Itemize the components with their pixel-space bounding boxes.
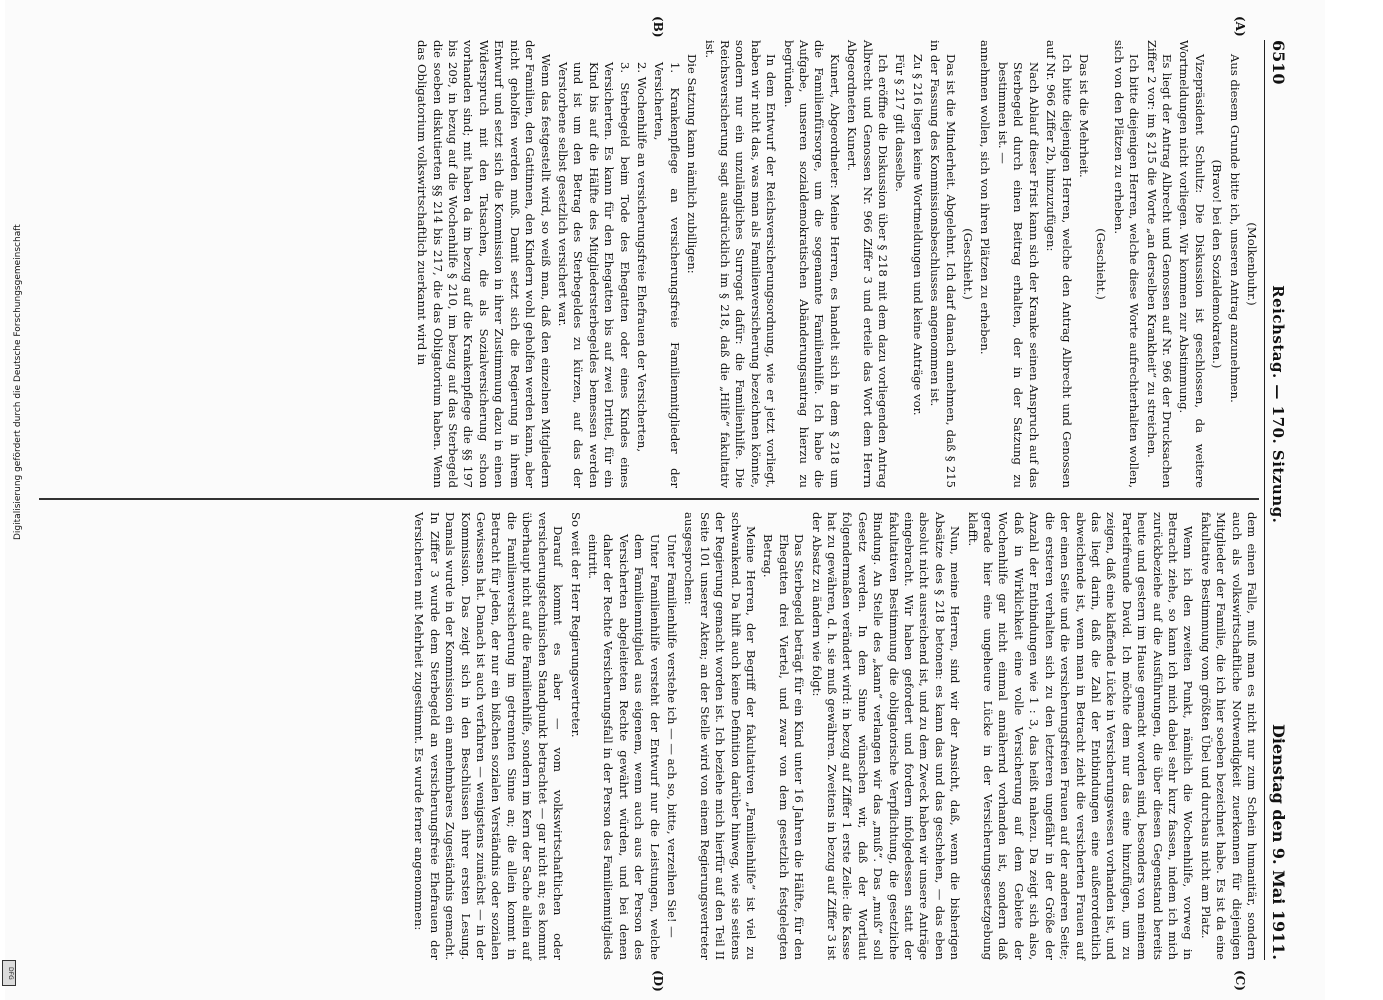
paragraph: Ich eröffne die Diskussion über § 218 mit dem dazu vorliegenden Antrag Albrecht und Genossen Nr. 966 Ziffer 3 und erteile das Wort dem Herrn Abgeordneten Kunert.	[845, 40, 891, 488]
paragraph: In dem Entwurf der Reichsversicherungsordnung, wie er jetzt vorliegt, haben wir nicht das, was man als Familienversicherung bezeichnen könnte, sondern nur ein unzulängliches Surrogat dafür: die Familienhilfe. Die Reichsversicherung sagt ausdrücklich im § 218, daß die „Hilfe“ fakultativ ist.	[702, 40, 779, 488]
paragraph: Für § 217 gilt dasselbe.	[893, 54, 908, 192]
left-column	[39, 40, 1259, 488]
quoted-paragraph: Das Sterbegeld beträgt für ein Kind unter 16 Jahren die Hälfte, für den Ehegatten drei Viertel, und zwar von dem gesetzlich festgelegten Betrag.	[761, 534, 807, 960]
paragraph: (Geschieht.)	[961, 228, 976, 300]
page-number: 6510	[1269, 40, 1288, 85]
margin-marker-d: (D)	[651, 970, 665, 992]
page-header	[1264, 40, 1303, 960]
paragraph: Darauf kommt es aber — vom volkswirtschaftlichen oder versicherungstechnischen Standpunkt betrachtet — gar nicht an; es kommt überhaupt nicht auf die Familienhilfe, sondern im Kern der Sache allein auf die Familienversicherung im getrennten Sinne an; die allein kommt in Betracht für jeden, der nur ein bißchen sozialen Verständnis oder sozialen Gewissens hat. Danach ist auch verfahren — wenigstens zunächst — in der Kommission. Das zeigt sich in den Beschlüssen ihrer ersten Lesung. Damals wurde in der Kommission ein annehmbares Zugeständnis gemacht. In Ziffer 3 wurde dem Sterbegeld an versicherungsfreie Ehefrauen der Versicherten mit Mehrheit zugestimmt. Es wurde ferner angenommen:	[412, 512, 566, 960]
paragraph: So weit der Herr Regierungsvertreter.	[568, 512, 583, 738]
list-item: 2. Wochenhilfe an versicherungsfreie Ehefrauen der Versicherten,	[634, 62, 649, 453]
paragraph: Meine Herren, der Begriff der fakultativen „Familienhilfe“ ist viel zu schwankend. Da hilft auch keine Definition darüber hinweg, wie sie seitens der Regierung gemacht worden ist. Ich beziehe mich hierfür auf den Teil II Seite 101 unserer Akten; an der Stelle wird von einem Regierungsvertreter ausgesprochen:	[682, 512, 758, 960]
session-title: Reichstag. — 170. Sitzung.	[1269, 285, 1287, 524]
paragraph: Ich bitte diejenigen Herren, welche diese Worte aufrechterhalten wollen, sich von den Plätzen zu erheben.	[1111, 40, 1142, 488]
margin-marker-a: (A)	[1233, 16, 1247, 37]
column-divider	[39, 498, 1259, 500]
quoted-paragraph: Unter Familienhilfe verstehe ich — — ach so, bitte, verzeihen Sie! —	[664, 534, 679, 938]
margin-marker-c: (C)	[1233, 970, 1247, 991]
paragraph: (Molkenbuhr.)	[1245, 222, 1259, 306]
margin-marker-b: (B)	[651, 16, 665, 38]
document-page	[5, 0, 1325, 1000]
quoted-paragraph: Nach Ablauf dieser Frist kann sich der Kranke seinen Anspruch auf das Sterbegeld durch einen Beitrag erhalten, der in der Satzung zu bestimmen ist. —	[995, 62, 1041, 488]
paragraph: Aus diesem Grunde bitte ich, unseren Antrag anzunehmen.	[1227, 54, 1242, 403]
funding-note: Digitalisierung gefördert durch die Deutsche Forschungsgemeinschaft	[13, 224, 23, 540]
quoted-paragraph: Unter Familienhilfe versteht der Entwurf nur die Leistungen, welche dem Familienmitglied aus eigenem, wenn auch aus der Person des Versicherten abgeleiteten Rechte gewährt würden, und bei denen daher der Rechte Versicherungsfall in der Person des Familienmitglieds eintritt.	[585, 534, 662, 960]
paragraph: Die Satzung kann nämlich zubilligen:	[685, 54, 700, 274]
paragraph: (Geschieht.)	[1094, 228, 1109, 300]
paragraph: Das ist die Minderheit. Abgelehnt. Ich darf danach annehmen, daß § 215 in der Fassung des Kommissionsbeschlusses angenommen ist.	[928, 40, 958, 488]
paragraph: annehmen wollen, sich von ihren Plätzen zu erheben.	[978, 40, 993, 355]
paragraph: Das ist die Mehrheit.	[1076, 54, 1091, 178]
paragraph: Kunert, Abgeordneter: Meine Herren, es handelt sich in dem § 218 um die Familienfürsorge, um die sogenannte Familienhilfe. Ich habe die Aufgabe, unseren sozialdemokratischen Abänderungsantrag hierzu zu begründen.	[781, 40, 842, 488]
list-item: 3. Sterbegeld beim Tode des Ehegatten oder eines Kindes eines Versicherten. Es kann für den Ehegatten bis auf zwei Drittel, für ein Kind bis auf die Hälfte des Mitgliedersterbegeldes bemessen werden und ist um den Betrag des Sterbegeldes zu kürzen, auf das der Verstorbene selbst gesetzlich versichert war.	[555, 62, 632, 488]
paragraph: Wenn ich den zweiten Punkt, nämlich die Wochenhilfe, vorweg in Betracht ziehe, so kann ich mich dabei sehr kurz fassen, indem ich mich zurückbeziehe auf die Ausführungen, die über diesen Gegenstand bereits heute und gestern im Hause gemacht worden sind, besonders von meinem Parteifreunde David. Ich möchte dem nur das eine hinzufügen, um zu zeigen, daß eine klaffende Lücke in Versicherungswesen vorhanden ist, und das liegt darin, daß die Zahl der Entbindungen eine außerordentlich abweichende ist, wenn man in Betracht zieht die versicherten Frauen auf der einen Seite und die versicherungsfreien Frauen auf der anderen Seite; die ersteren verhalten sich zu den letzteren ungefähr in der Größe der Anzahl der Entbindungen wie 1 : 3, das heißt nahezu. Da zeigt sich also, daß in Wirklichkeit eine volle Versicherung auf dem Gebiete der Wochenhilfe gar nicht einmal annähernd vorhanden ist, sondern daß gerade hier eine ungeheure Lücke in der Versicherungsgesetzgebung klafft.	[965, 512, 1196, 960]
paragraph: Es liegt der Antrag Albrecht und Genossen auf Nr. 966 der Drucksachen Ziffer 2 vor: im § 215 die Worte „an derselben Krankheit“ zu streichen.	[1144, 40, 1174, 488]
paragraph: Ich bitte diejenigen Herren, welche den Antrag Albrecht und Genossen auf Nr. 966 Ziffer 2b, hinzuzufügen:	[1044, 40, 1074, 488]
list-item: 1. Krankenpflege an versicherungsfreie Familienmitglieder der Versicherten,	[652, 62, 682, 488]
paragraph: Zu § 216 liegen keine Wortmeldungen und keine Anträge vor.	[910, 54, 925, 416]
paragraph: Nun, meine Herren, sind wir der Ansicht, daß, wenn die bisherigen Absätze des § 218 betonen: es kann das und das geschehen, — das eben absolut nicht ausreichend ist, und zu dem Zweck haben wir unsere Anträge eingebracht. Wir haben gefordert und fordern infolgedessen statt der fakultativen Bestimmung die obligatorische Verpflichtung, die gesetzliche Bindung. An Stelle des „kann“ verlangen wir das „muß“. Das „muß“ soll Gesetz werden. In dem Sinne wünschen wir, daß der Wortlaut folgendermaßen verändert wird: in bezug auf Ziffer 1 erste Zeile: die Kasse hat zu gewähren, d. h. sie muß gewähren. Zweitens in bezug auf Ziffer 3 ist der Absatz zu ändern wie folgt:	[809, 512, 963, 960]
paragraph: dem einen Falle, muß man es nicht nur zum Schein humanitär, sondern auch als volkswirtschaftliche Notwendigkeit zuerkennen für diejenigen Mitglieder der Familie, die ich hier soeben bezeichnet habe. Es ist da eine fakultative Bestimmung vom größten Übel und durchaus nicht am Platz.	[1198, 512, 1259, 960]
dfg-logo: DFG	[2, 960, 16, 986]
digitization-sidebar	[0, 0, 23, 1000]
paragraph: (Bravo! bei den Sozialdemokraten.)	[1210, 159, 1225, 369]
right-column	[39, 512, 1259, 960]
paragraph: Vizepräsident Schultz: Die Diskussion ist geschlossen, da weitere Wortmeldungen nicht vorliegen. Wir kommen zur Abstimmung.	[1177, 40, 1207, 488]
session-date: Dienstag den 9. Mai 1911.	[1269, 724, 1288, 960]
paragraph: Wenn das festgestellt wird, so weiß man, daß den einzelnen Mitgliedern der Familien, den Gattinnen, den Kindern wohl geholfen werden kann, aber nicht geholfen werden muß. Damit setzt sich die Regierung in ihrem Entwurf und setzt sich die Kommission in ihrer Zustimmung dazu in einen Widerspruch mit den Tatsachen, die als Sozialversicherung schon vorhanden sind; mit haben da im bezug auf die Krankenpflege die §§ 197 bis 209, in bezug auf die Wochenhilfe § 210, im bezug auf das Sterbegeld die soeben diskutierten §§ 214 bis 217, die das Obligatorium haben. Wenn das Obligatorium volkswirtschaftlich zuerkannt wird in	[415, 40, 553, 488]
